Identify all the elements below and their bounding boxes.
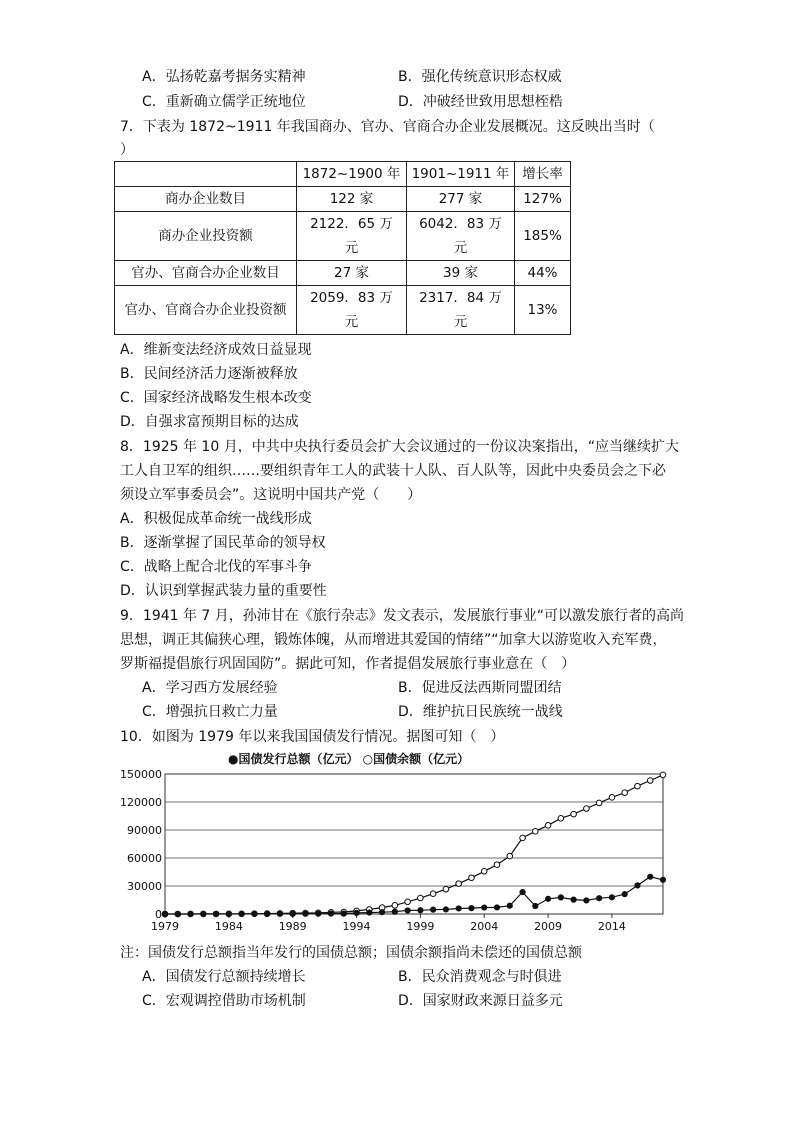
data-point bbox=[405, 908, 410, 913]
data-point bbox=[367, 910, 372, 915]
data-point bbox=[316, 911, 321, 916]
data-point bbox=[584, 806, 590, 812]
data-point bbox=[469, 875, 475, 881]
data-point bbox=[571, 811, 577, 817]
cell-1901: 39 家 bbox=[407, 261, 515, 286]
data-point bbox=[443, 907, 448, 912]
q8-stem-line1: 8．1925 年 10 月，中共中央执行委员会扩大会议通过的一份议决案指出，“应当继续扩大 bbox=[120, 439, 679, 455]
data-point bbox=[481, 868, 487, 874]
q9-option-d: D．维护抗日民族统一战线 bbox=[398, 704, 563, 720]
q6-option-b: B．强化传统意识形态权威 bbox=[398, 69, 562, 85]
data-point bbox=[494, 905, 499, 910]
data-point bbox=[648, 874, 653, 879]
data-point bbox=[418, 895, 424, 901]
q7-option-a: A．维新变法经济成效日益显现 bbox=[120, 342, 312, 358]
table-row bbox=[115, 187, 571, 212]
data-point bbox=[660, 877, 665, 882]
table-header-1872: 1872~1900 年 bbox=[297, 162, 407, 187]
y-tick-label: 90000 bbox=[127, 824, 162, 837]
cell-rate: 127% bbox=[515, 187, 571, 212]
q8-option-c: C．战略上配合北伐的军事斗争 bbox=[120, 559, 312, 575]
x-axis-labels bbox=[151, 920, 626, 933]
data-point bbox=[226, 911, 231, 916]
q9-stem-line2: 思想，调正其偏狭心理，锻炼体魄，从而增进其爱国的情绪”“加拿大以游览收入充军费， bbox=[120, 632, 667, 648]
q9-option-c: C．增强抗日救亡力量 bbox=[142, 704, 278, 720]
x-tick-label: 1984 bbox=[214, 920, 243, 933]
y-tick-label: 120000 bbox=[120, 796, 162, 809]
data-point bbox=[469, 906, 474, 911]
q9-option-b: B．促进反法西斯同盟团结 bbox=[398, 680, 562, 696]
q8-stem-line2: 工人自卫军的组织……要组织青年工人的武装十人队、百人队等，因此中央委员会之下必 bbox=[120, 463, 666, 479]
table-header-1901: 1901~1911 年 bbox=[407, 162, 515, 187]
q10-option-c: C．宏观调控借助市场机制 bbox=[142, 993, 306, 1009]
cell-1872-line2: 元 bbox=[344, 314, 359, 330]
table-row bbox=[115, 286, 571, 335]
cell-1901-line1: 2317．84 万 bbox=[419, 290, 502, 306]
cell-1872-line1: 2059．83 万 bbox=[310, 290, 393, 306]
data-point bbox=[622, 892, 627, 897]
data-point bbox=[431, 907, 436, 912]
q9-option-a: A．学习西方发展经验 bbox=[142, 680, 278, 696]
y-tick-label: 150000 bbox=[120, 768, 162, 781]
q8-option-b: B．逐渐掌握了国民革命的领导权 bbox=[120, 535, 326, 551]
row-label: 官办、官商合办企业数目 bbox=[115, 261, 297, 286]
data-point bbox=[354, 910, 359, 915]
x-tick-label: 1989 bbox=[278, 920, 307, 933]
q8-stem-line3: 须设立军事委员会”。这说明中国共产党（ ） bbox=[120, 487, 422, 503]
cell-1901: 277 家 bbox=[407, 187, 515, 212]
chart-legend bbox=[228, 751, 469, 766]
cell-1872-line1: 2122．65 万 bbox=[310, 216, 393, 232]
q10-option-d: D．国家财政来源日益多元 bbox=[398, 993, 563, 1009]
data-point bbox=[635, 783, 641, 789]
data-point bbox=[482, 905, 487, 910]
data-point bbox=[584, 898, 589, 903]
data-point bbox=[609, 895, 614, 900]
table-header-growth: 增长率 bbox=[515, 162, 571, 187]
data-point bbox=[341, 911, 346, 916]
data-point bbox=[430, 891, 436, 897]
data-point bbox=[277, 911, 282, 916]
cell-1901-line1: 6042．83 万 bbox=[419, 216, 502, 232]
y-tick-label: 60000 bbox=[127, 852, 162, 865]
data-point bbox=[201, 911, 206, 916]
series-balance bbox=[162, 772, 666, 917]
q6-option-a: A．弘扬乾嘉考据务实精神 bbox=[142, 69, 306, 85]
series-line bbox=[165, 877, 663, 914]
x-tick-label: 1994 bbox=[342, 920, 371, 933]
q7-stem-line1: 7．下表为 1872~1911 年我国商办、官办、官商合办企业发展概况。这反映出当时（ bbox=[120, 119, 655, 135]
q10-note: 注：国债发行总额指当年发行的国债总额；国债余额指尚未偿还的国债总额 bbox=[120, 945, 582, 961]
series-line bbox=[165, 775, 663, 914]
q9-stem-line1: 9．1941 年 7 月，孙沛甘在《旅行杂志》发文表示，发展旅行事业“可以激发旅行者的高尚 bbox=[120, 608, 685, 624]
data-point bbox=[533, 829, 539, 835]
data-point bbox=[456, 906, 461, 911]
data-point bbox=[405, 899, 411, 905]
legend-text: ●国债发行总额（亿元） ○国债余额（亿元） bbox=[228, 752, 470, 766]
data-point bbox=[558, 816, 564, 822]
q10-stem: 10．如图为 1979 年以来我国国债发行情况。据图可知（ ） bbox=[120, 729, 505, 745]
x-tick-label: 1999 bbox=[406, 920, 435, 933]
table-header-empty bbox=[115, 162, 297, 187]
data-point bbox=[507, 903, 512, 908]
data-point bbox=[533, 903, 538, 908]
data-point bbox=[545, 823, 551, 829]
y-tick-label: 30000 bbox=[127, 880, 162, 893]
plot-frame bbox=[165, 774, 663, 914]
data-point bbox=[265, 911, 270, 916]
cell-rate: 185% bbox=[515, 212, 571, 261]
bond-issuance-chart bbox=[118, 748, 678, 938]
data-point bbox=[213, 911, 218, 916]
data-point bbox=[597, 896, 602, 901]
data-point bbox=[328, 911, 333, 916]
data-point bbox=[635, 883, 640, 888]
data-point bbox=[443, 886, 449, 892]
cell-1872: 27 家 bbox=[297, 261, 407, 286]
x-tick-label: 1979 bbox=[151, 920, 179, 933]
cell-1901 bbox=[407, 286, 515, 335]
data-point bbox=[558, 895, 563, 900]
q7-option-c: C．国家经济战略发生根本改变 bbox=[120, 390, 312, 406]
cell-rate: 44% bbox=[515, 261, 571, 286]
q6-option-d: D．冲破经世致用思想桎梏 bbox=[398, 94, 563, 110]
cell-1872-line2: 元 bbox=[344, 240, 359, 256]
data-point bbox=[239, 911, 244, 916]
q7-table bbox=[114, 161, 571, 335]
data-point bbox=[545, 896, 550, 901]
data-point bbox=[379, 910, 384, 915]
q10-option-b: B．民众消费观念与时俱进 bbox=[398, 969, 562, 985]
row-label: 商办企业数目 bbox=[115, 187, 297, 212]
data-point bbox=[392, 909, 397, 914]
q7-option-d: D．自强求富预期目标的达成 bbox=[120, 414, 299, 430]
q7-stem-line2: ） bbox=[120, 142, 134, 158]
q8-option-d: D．认识到掌握武装力量的重要性 bbox=[120, 583, 327, 599]
data-point bbox=[175, 911, 180, 916]
cell-1872: 122 家 bbox=[297, 187, 407, 212]
data-point bbox=[622, 790, 628, 796]
data-point bbox=[418, 908, 423, 913]
data-point bbox=[252, 911, 257, 916]
data-point bbox=[303, 911, 308, 916]
row-label: 官办、官商合办企业投资额 bbox=[115, 286, 297, 335]
data-point bbox=[609, 795, 615, 801]
data-point bbox=[647, 778, 653, 784]
q6-option-c: C．重新确立儒学正统地位 bbox=[142, 94, 306, 110]
cell-1901-line2: 元 bbox=[453, 314, 468, 330]
data-point bbox=[660, 772, 666, 778]
data-point bbox=[392, 903, 398, 909]
data-point bbox=[456, 881, 462, 887]
q9-stem-line3: 罗斯福提倡旅行巩固国防”。据此可知，作者提倡发展旅行事业意在（ ） bbox=[120, 656, 576, 672]
table-row bbox=[115, 261, 571, 286]
data-point bbox=[596, 800, 602, 806]
data-point bbox=[507, 853, 513, 859]
data-point bbox=[494, 862, 500, 868]
cell-1872 bbox=[297, 212, 407, 261]
series-issuance bbox=[162, 874, 665, 916]
q7-option-b: B．民间经济活力逐渐被释放 bbox=[120, 366, 298, 382]
table-row bbox=[115, 212, 571, 261]
chart-series bbox=[162, 772, 666, 917]
row-label: 商办企业投资额 bbox=[115, 212, 297, 261]
x-tick-label: 2009 bbox=[534, 920, 563, 933]
data-point bbox=[520, 835, 526, 841]
data-point bbox=[188, 911, 193, 916]
q10-option-a: A．国债发行总额持续增长 bbox=[142, 969, 306, 985]
data-point bbox=[290, 911, 295, 916]
data-point bbox=[571, 897, 576, 902]
cell-1901 bbox=[407, 212, 515, 261]
data-point bbox=[162, 911, 167, 916]
cell-1872 bbox=[297, 286, 407, 335]
y-axis-labels bbox=[120, 768, 162, 921]
x-tick-label: 2014 bbox=[597, 920, 626, 933]
y-tick-label: 0 bbox=[155, 908, 162, 921]
x-tick-label: 2004 bbox=[470, 920, 499, 933]
chart-grid bbox=[165, 774, 663, 918]
data-point bbox=[520, 889, 525, 894]
cell-1901-line2: 元 bbox=[453, 240, 468, 256]
cell-rate: 13% bbox=[515, 286, 571, 335]
q8-option-a: A．积极促成革命统一战线形成 bbox=[120, 511, 312, 527]
